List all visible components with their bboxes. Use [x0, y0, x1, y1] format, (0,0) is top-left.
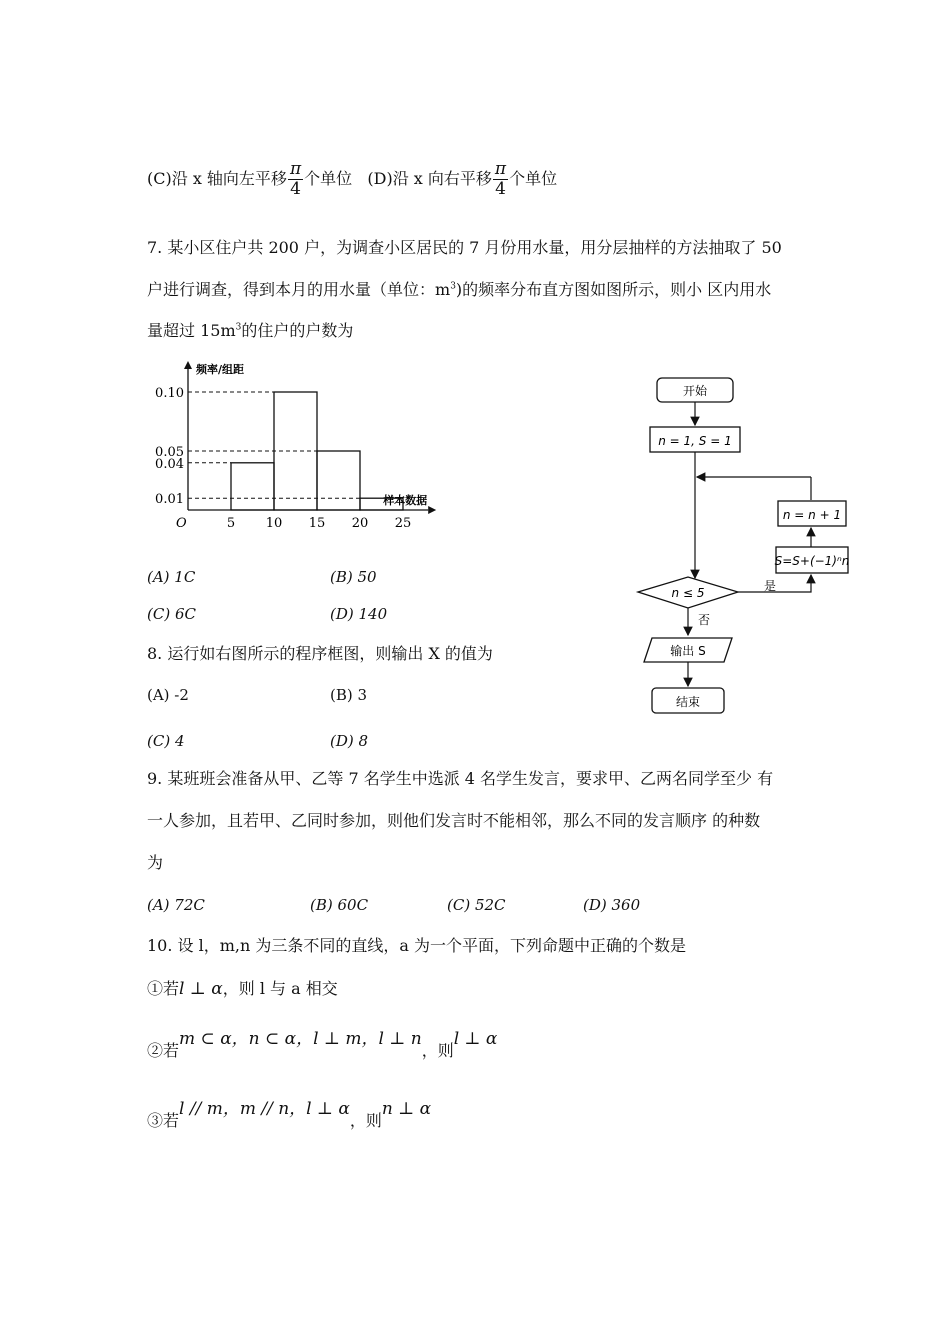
y-tick-label: 0.05: [155, 445, 184, 460]
q10-proposition-2: ②若m ⊂ α，n ⊂ α，l ⊥ m，l ⊥ n，则l ⊥ α: [147, 1029, 498, 1060]
q6-option-c: (C)沿 x 轴向左平移: [147, 169, 287, 188]
q6-options: (C)沿 x 轴向左平移 $\frac{\pi}{4}$ 个单位 (D)沿 x 向右平移 $\frac{\pi}{4}$ 个单位: [147, 159, 558, 199]
q7-line-2: 户进行调查，得到本月的用水量（单位：$m^3$)的频率分布直方图如图所示，则小 区内用水: [147, 280, 772, 299]
flowchart: [630, 370, 870, 720]
q8-option-a: (A) -2: [147, 686, 189, 704]
q7-option-b: (B) 50: [330, 568, 377, 586]
q6-option-d: (D)沿 x 向右平移: [367, 169, 492, 188]
flow-yes-label: 是: [763, 579, 777, 593]
x-axis-label: 样本数据: [383, 494, 428, 507]
x-tick-label: 10: [265, 516, 283, 531]
q7-option-d: (D) 140: [330, 605, 388, 623]
q7-line-3: 量超过 $15m^3$的住户的户数为: [147, 321, 354, 340]
x-tick-label: 25: [394, 516, 412, 531]
fraction-pi-over-4: $\frac{\pi}{4}$: [494, 159, 507, 199]
q9-option-a: (A) 72C: [147, 896, 205, 914]
flow-output-label: 输出 S: [670, 644, 706, 658]
q9-option-d: (D) 360: [583, 896, 641, 914]
histogram-chart: [150, 355, 480, 545]
flow-start-label: 开始: [682, 384, 708, 398]
q9-line-1: 9. 某班班会准备从甲、乙等 7 名学生中选派 4 名学生发言，要求甲、乙两名同学至少 有: [147, 769, 774, 788]
flow-no-label: 否: [698, 613, 711, 627]
q10-stem: 10. 设 l，m,n 为三条不同的直线，a 为一个平面，下列命题中正确的个数是: [147, 936, 687, 955]
y-axis-arrow: [184, 361, 192, 369]
x-tick-label: 15: [308, 516, 326, 531]
y-axis-label: 频率/组距: [196, 363, 245, 376]
q7-line-1: 7. 某小区住户共 200 户，为调查小区居民的 7 月份用水量，用分层抽样的方法抽取了 50: [147, 238, 782, 257]
q7-option-a: (A) 1C: [147, 568, 196, 586]
histogram-bar: [231, 463, 274, 510]
y-tick-label: 0.01: [155, 492, 184, 508]
q7-option-c: (C) 6C: [147, 605, 196, 623]
q8-stem: 8. 运行如右图所示的程序框图，则输出 X 的值为: [147, 644, 493, 663]
x-axis-arrow: [428, 506, 436, 514]
q10-proposition-1: ①若l ⊥ α，则 l 与 a 相交: [147, 979, 338, 999]
q8-option-d: (D) 8: [330, 732, 369, 750]
flow-end-label: 结束: [675, 695, 701, 709]
y-tick-label: 0.10: [155, 386, 184, 401]
q8-option-c: (C) 4: [147, 732, 185, 750]
q9-line-2: 一人参加，且若甲、乙同时参加，则他们发言时不能相邻，那么不同的发言顺序 的种数: [147, 811, 761, 830]
flow-update-s-label: S=S+(−1)ⁿn: [774, 554, 850, 568]
flow-init-label: n = 1, S = 1: [658, 434, 732, 448]
flow-condition-label: n ≤ 5: [671, 586, 705, 600]
q8-option-b: (B) 3: [330, 686, 368, 704]
flow-update-n-label: n = n + 1: [782, 508, 842, 522]
x-tick-label: 20: [351, 516, 369, 531]
q9-option-c: (C) 52C: [447, 896, 506, 914]
histogram-bar: [317, 451, 360, 510]
fraction-pi-over-4: $\frac{\pi}{4}$: [289, 159, 302, 199]
q9-option-b: (B) 60C: [310, 896, 369, 914]
q9-line-3: 为: [147, 853, 164, 872]
origin-label: O: [176, 516, 187, 531]
y-tick-label: 0.04: [155, 456, 184, 472]
q10-proposition-3: ③若l // m，m // n，l ⊥ α，则n ⊥ α: [147, 1099, 432, 1130]
x-tick-label: 5: [226, 516, 236, 531]
